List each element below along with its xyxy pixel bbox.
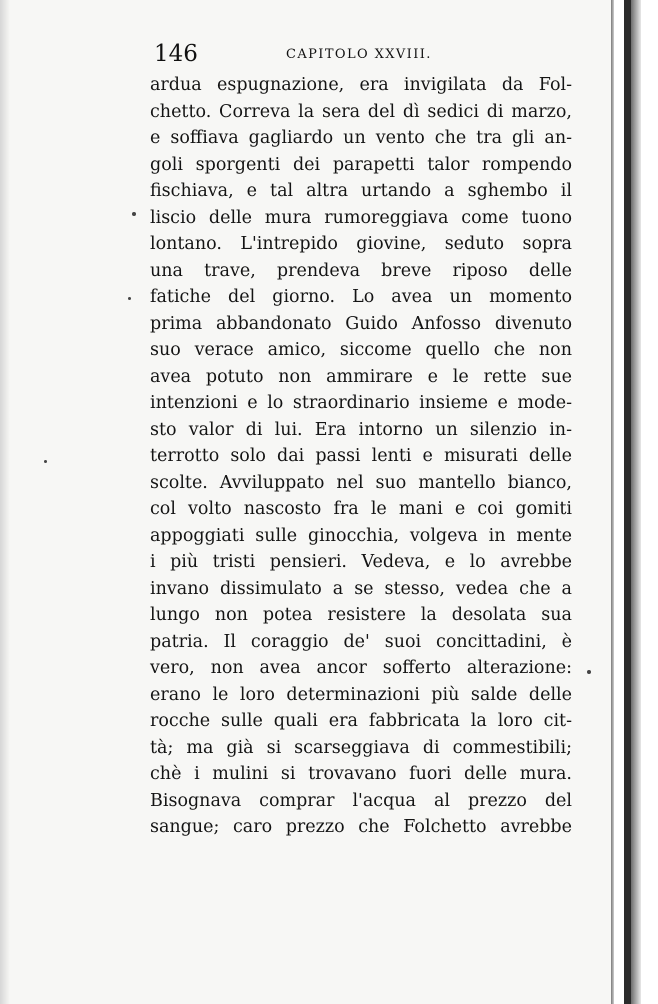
gutter-shadow (611, 0, 614, 1004)
print-speck (587, 670, 591, 674)
text-line: fischiava, e tal altra urtando a sghembo il (150, 181, 572, 201)
text-line: i più tristi pensieri. Vedeva, e lo avrebbe (150, 552, 572, 572)
text-line: avea potuto non ammirare e le rette sue (150, 366, 572, 387)
binding-fold (631, 0, 641, 1004)
text-line: chè i mulini si trovavano fuori delle mura. (150, 764, 572, 784)
text-line: prima abbandonato Guido Anfosso divenuto (150, 313, 572, 334)
text-line: intenzioni e lo straordinario insieme e mode- (150, 393, 572, 413)
page-number: 146 (154, 41, 198, 67)
text-line: lungo non potea resistere la desolata sua (150, 605, 572, 625)
text-line: col volto nascosto fra le mani e coi gomiti (150, 499, 572, 519)
text-line: una trave, prendeva breve riposo delle (150, 260, 572, 281)
text-line: appoggiati sulle ginocchia, volgeva in mente (150, 525, 572, 546)
body-text (150, 72, 572, 841)
running-head: CAPITOLO XXVIII. (286, 47, 432, 62)
text-line: vero, non avea ancor sofferto alterazione: (150, 658, 572, 678)
text-line: ardua espugnazione, era invigilata da Fol- (150, 75, 572, 95)
page-header (138, 40, 578, 70)
text-line: suo verace amico, siccome quello che non (150, 340, 572, 360)
text-line: Bisognava comprar l'acqua al prezzo del (150, 790, 572, 811)
text-line: erano le loro determinazioni più salde delle (150, 684, 572, 705)
binding-edge (624, 0, 631, 1004)
text-line: tà; ma già si scarseggiava di commestibili; (150, 737, 572, 758)
print-speck (128, 297, 131, 300)
print-speck (132, 212, 136, 216)
text-line: sto valor di lui. Era intorno un silenzio in- (150, 419, 572, 440)
text-line: rocche sulle quali era fabbricata la loro cit- (150, 711, 572, 731)
text-line: terrotto solo dai passi lenti e misurati delle (150, 446, 572, 466)
text-line: fatiche del giorno. Lo avea un momento (150, 287, 572, 307)
text-line: invano dissimulato a se stesso, vedea che a (150, 578, 572, 599)
text-line: goli sporgenti dei parapetti talor rompendo (150, 154, 572, 175)
text-line: lontano. L'intrepido giovine, seduto sopra (150, 234, 572, 254)
text-line: sangue; caro prezzo che Folchetto avrebbe (150, 817, 572, 837)
text-line: e soffiava gagliardo un vento che tra gli an- (150, 128, 572, 148)
text-line: chetto. Correva la sera del dì sedici di marzo, (150, 101, 572, 122)
text-line: liscio delle mura rumoreggiava come tuono (150, 207, 572, 228)
page-edge-shadow (0, 0, 10, 1004)
print-speck (44, 460, 47, 463)
text-line: scolte. Avviluppato nel suo mantello bianco, (150, 472, 572, 493)
text-line: patria. Il coraggio de' suoi concittadini, è (150, 631, 572, 652)
